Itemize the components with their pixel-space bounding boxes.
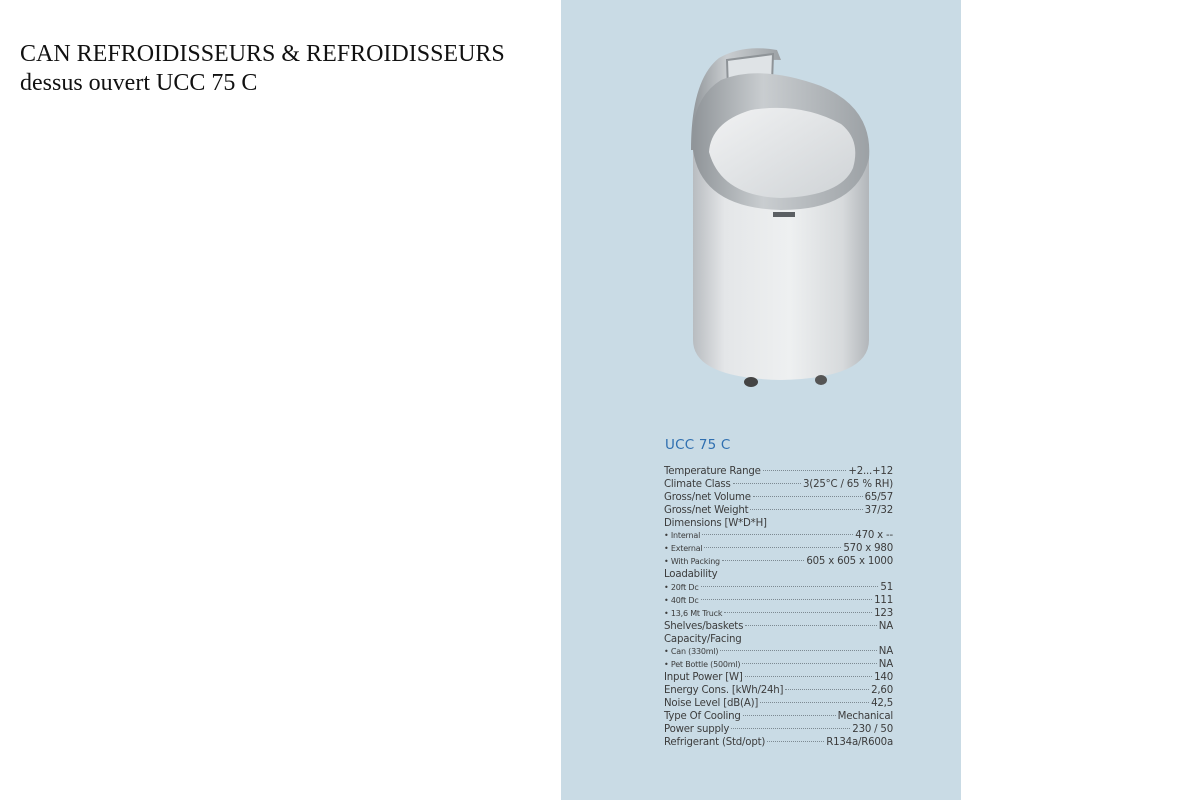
dotted-leader [743, 715, 836, 716]
spec-label: • 20ft Dc [664, 583, 699, 593]
spec-label: • 13,6 Mt Truck [664, 608, 723, 618]
spec-label: Gross/net Weight [664, 504, 749, 516]
spec-value: 123 [874, 607, 893, 619]
spec-row [664, 724, 893, 737]
spec-value: +2...+12 [848, 466, 893, 477]
spec-row [664, 530, 893, 543]
spec-label: Type Of Cooling [664, 710, 741, 722]
dotted-leader [731, 728, 850, 729]
spec-row [664, 505, 893, 518]
spec-label: Noise Level [dB(A)] [664, 698, 759, 710]
spec-label: • Can (330ml) [664, 647, 719, 657]
spec-value: 230 / 50 [852, 723, 893, 735]
spec-value: NA [878, 620, 893, 632]
spec-label: Energy Cons. [kWh/24h] [664, 685, 784, 697]
spec-label: Climate Class [664, 478, 731, 490]
spec-heading: Capacity/Facing [664, 633, 742, 645]
spec-value: 570 x 980 [843, 543, 893, 555]
page-title [20, 40, 560, 98]
dotted-leader [742, 663, 877, 664]
product-panel [561, 0, 961, 800]
spec-value: 51 [880, 582, 893, 594]
spec-value: 140 [874, 672, 893, 684]
spec-value: 65/57 [864, 491, 893, 503]
spec-row [664, 698, 893, 711]
dotted-leader [733, 483, 801, 484]
spec-row [664, 582, 893, 595]
spec-label: Power supply [664, 723, 730, 735]
spec-row [664, 466, 893, 479]
spec-row [664, 646, 893, 659]
page-title-line-2: dessus ouvert UCC 75 C [20, 70, 258, 96]
spec-row [664, 543, 893, 556]
dotted-leader [720, 650, 877, 651]
spec-value: 42,5 [871, 698, 893, 710]
dotted-leader [750, 509, 862, 510]
spec-row [664, 608, 893, 621]
spec-heading: Loadability [664, 569, 718, 581]
spec-table [664, 466, 893, 750]
dotted-leader [724, 612, 872, 613]
page-title-line-1: CAN REFROIDISSEURS & REFROIDISSEURS [20, 41, 505, 67]
spec-row [664, 659, 893, 672]
spec-label: • Internal [664, 531, 701, 541]
dotted-leader [702, 534, 853, 535]
dotted-leader [704, 547, 841, 548]
dotted-leader [753, 496, 863, 497]
spec-heading: Dimensions [W*D*H] [664, 517, 767, 529]
spec-label: • 40ft Dc [664, 595, 699, 605]
spec-value: R134a/R600a [826, 736, 893, 748]
spec-row [664, 672, 893, 685]
spec-value: 470 x -- [855, 530, 893, 542]
can-cooler-image [681, 40, 881, 390]
dotted-leader [722, 560, 804, 561]
spec-row [664, 595, 893, 608]
dotted-leader [745, 625, 877, 626]
spec-value: 3(25°C / 65 % RH) [803, 478, 893, 490]
dotted-leader [701, 599, 873, 600]
dotted-leader [767, 741, 824, 742]
spec-value: 111 [874, 594, 893, 606]
spec-value: NA [878, 646, 893, 658]
spec-value: 605 x 605 x 1000 [806, 556, 893, 568]
dotted-leader [745, 676, 872, 677]
dotted-leader [785, 689, 869, 690]
spec-row [664, 685, 893, 698]
spec-row [664, 711, 893, 724]
dotted-leader [760, 702, 869, 703]
model-name: UCC 75 C [665, 437, 731, 453]
spec-label: Gross/net Volume [664, 491, 751, 503]
spec-value: 2,60 [871, 685, 893, 697]
spec-label: Input Power [W] [664, 672, 743, 684]
spec-label: Refrigerant (Std/opt) [664, 736, 766, 748]
spec-row [664, 479, 893, 492]
spec-row [664, 492, 893, 505]
spec-label: Shelves/baskets [664, 620, 744, 632]
spec-row [664, 737, 893, 750]
spec-value: 37/32 [864, 504, 893, 516]
spec-label: • Pet Bottle (500ml) [664, 660, 741, 670]
spec-row [664, 556, 893, 569]
spec-label: Temperature Range [664, 466, 761, 477]
spec-label: • External [664, 544, 703, 554]
dotted-leader [763, 470, 847, 471]
spec-label: • With Packing [664, 557, 720, 567]
dotted-leader [701, 586, 879, 587]
spec-row [664, 621, 893, 634]
spec-value: Mechanical [837, 710, 893, 722]
spec-value: NA [878, 659, 893, 671]
